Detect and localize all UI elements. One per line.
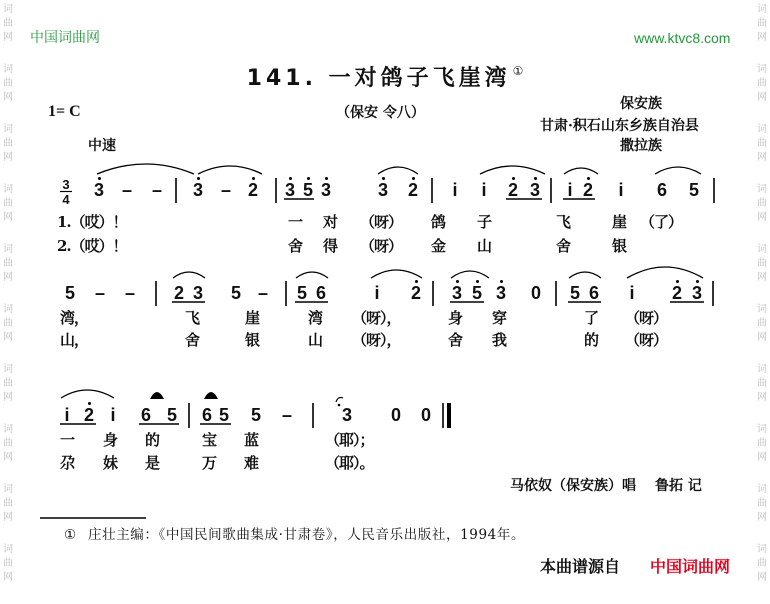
- note: i: [110, 405, 116, 425]
- lyric: （耶）。: [325, 454, 374, 472]
- edge-watermark: 词曲网: [3, 304, 13, 343]
- note: 3: [93, 180, 104, 200]
- note: 6: [315, 283, 326, 303]
- note: 5: [296, 283, 307, 303]
- note: i: [629, 283, 635, 303]
- note: i: [481, 180, 487, 200]
- note: 0: [530, 283, 541, 303]
- lyric: 银: [245, 331, 260, 349]
- edge-watermark: 词曲网: [757, 424, 767, 463]
- song-title: [190, 57, 580, 93]
- footnote-text: 庄壮主编：《中国民间歌曲集成·甘肃卷》，人民音乐出版社，1994年。: [88, 527, 526, 543]
- edge-watermark: 词曲网: [757, 64, 767, 103]
- lyric: 子: [477, 213, 492, 231]
- lyric: （呀）: [625, 331, 668, 349]
- note: –: [257, 283, 268, 303]
- lyric: 舍: [448, 331, 463, 349]
- note: 2: [507, 180, 518, 200]
- site-name-header: 中国词曲网: [30, 30, 100, 46]
- lyric: 万: [202, 454, 217, 472]
- edge-watermark: 词曲网: [3, 424, 13, 463]
- note: 5: [471, 283, 482, 303]
- note: 2: [83, 405, 94, 425]
- note: 2: [247, 180, 258, 200]
- note: 3: [284, 180, 295, 200]
- note: 2: [173, 283, 184, 303]
- slur: [97, 164, 194, 174]
- edge-watermark: 词曲网: [3, 124, 13, 163]
- lyric: 身: [448, 309, 463, 327]
- lyric: 是: [145, 454, 160, 472]
- lyric: （呀）: [360, 213, 403, 231]
- lyric: 山，: [60, 331, 89, 349]
- lyric: 飞: [185, 309, 200, 327]
- ornament-mark: [204, 392, 218, 399]
- lyric: 尕: [60, 454, 75, 472]
- time-signature-bottom: 4: [62, 192, 70, 207]
- lyric: 银: [612, 237, 627, 255]
- edge-watermark: 词曲网: [757, 124, 767, 163]
- final-barline-thick: [447, 403, 451, 428]
- lyric: 穿: [492, 309, 507, 327]
- note: 5: [218, 405, 229, 425]
- edge-watermark: 词曲网: [757, 4, 767, 43]
- note: 2: [671, 283, 682, 303]
- lyric: 一: [60, 431, 75, 449]
- edge-watermark: 词曲网: [757, 244, 767, 283]
- edge-watermark: 词曲网: [757, 484, 767, 523]
- tempo-marking: 中速: [88, 138, 116, 154]
- lyric: （耶）；: [325, 431, 374, 449]
- lyric: 舍: [556, 237, 571, 255]
- lyric: （了）: [640, 213, 683, 231]
- lyric: 了: [584, 309, 599, 327]
- note: 6: [140, 405, 151, 425]
- lyric: 蓝: [244, 431, 259, 449]
- edge-watermark: 词曲网: [757, 544, 767, 583]
- note: –: [220, 180, 231, 200]
- lyric: 难: [244, 454, 259, 472]
- origin-ethnic-2: 撒拉族: [620, 138, 662, 154]
- note: 2: [582, 180, 593, 200]
- edge-watermark: 词曲网: [757, 304, 767, 343]
- note: 5: [302, 180, 313, 200]
- note: 3: [192, 283, 203, 303]
- lyric: 山: [477, 237, 492, 255]
- note: 5: [250, 405, 261, 425]
- slur: [173, 272, 205, 278]
- lyric: 我: [492, 331, 507, 349]
- note: 2: [407, 180, 418, 200]
- origin-region: 甘肃·积石山东乡族自治县: [540, 118, 699, 134]
- lyric: 湾，: [60, 309, 89, 327]
- edge-watermark: 词曲网: [757, 364, 767, 403]
- note: 5: [64, 283, 75, 303]
- lyric: 得: [323, 237, 338, 255]
- note: i: [374, 283, 380, 303]
- lyric: （呀），: [352, 331, 401, 349]
- note: –: [121, 180, 132, 200]
- note: 2: [410, 283, 421, 303]
- note: i: [452, 180, 458, 200]
- lyric: （呀）: [360, 237, 403, 255]
- note: 3: [377, 180, 388, 200]
- time-signature-top: 3: [62, 177, 70, 192]
- note: 3: [192, 180, 203, 200]
- song-title-text: 141. 一对鸽子飞崖湾: [246, 66, 511, 91]
- slur: [569, 272, 601, 278]
- source-label: 本曲谱源自: [540, 557, 621, 576]
- lyric: （呀）: [625, 309, 668, 327]
- note: 5: [569, 283, 580, 303]
- lyric: 对: [323, 213, 338, 231]
- slur: [451, 271, 489, 278]
- note: i: [567, 180, 573, 200]
- lyric: 崖: [245, 309, 260, 327]
- lyric: 崖: [612, 213, 627, 231]
- site-url: www.ktvc8.com: [634, 30, 731, 46]
- lyric: 宝: [202, 431, 217, 449]
- note: i: [64, 405, 70, 425]
- note: –: [281, 405, 292, 425]
- lyric: 2.（哎）！: [57, 237, 127, 255]
- lyric: 山: [308, 331, 323, 349]
- edge-watermark: 词曲网: [3, 184, 13, 223]
- lyric: 的: [145, 431, 160, 449]
- edge-watermark: 词曲网: [3, 364, 13, 403]
- note: 3: [691, 283, 702, 303]
- slur: [564, 168, 598, 174]
- slur: [198, 166, 262, 174]
- note: 5: [230, 283, 241, 303]
- slur: [61, 390, 114, 398]
- edge-watermark: 词曲网: [3, 244, 13, 283]
- lyric: 金: [431, 237, 446, 255]
- edge-watermark: 词曲网: [3, 484, 13, 523]
- lyric: 身: [103, 431, 118, 449]
- note: 6: [588, 283, 599, 303]
- origin-ethnic-1: 保安族: [620, 96, 662, 112]
- key-signature: 1= C: [48, 103, 81, 120]
- slur: [480, 166, 545, 174]
- lyric: 舍: [185, 331, 200, 349]
- slur: [371, 270, 422, 278]
- note: 3: [495, 283, 506, 303]
- note: 3: [529, 180, 540, 200]
- grace-note-mark: [336, 398, 343, 403]
- note: i: [618, 180, 624, 200]
- note: 0: [420, 405, 431, 425]
- edge-watermark: 词曲网: [3, 4, 13, 43]
- slur: [655, 167, 701, 174]
- slur: [378, 167, 418, 174]
- lyric: 舍: [288, 237, 303, 255]
- lyric: 飞: [556, 213, 571, 231]
- lyric: 一: [288, 213, 303, 231]
- singer-credit: 马依奴（保安族）唱: [510, 478, 636, 494]
- note: 3: [451, 283, 462, 303]
- tune-name: （保安 令八）: [336, 105, 425, 121]
- lyric: 湾: [308, 309, 323, 327]
- lyric: （呀），: [352, 309, 401, 327]
- note: 5: [166, 405, 177, 425]
- edge-watermark: 词曲网: [3, 64, 13, 103]
- lyric: 1.（哎）！: [57, 213, 127, 231]
- note: 6: [656, 180, 667, 200]
- edge-watermark: 词曲网: [3, 544, 13, 583]
- footnote-mark: ①: [64, 527, 77, 543]
- note: 3: [320, 180, 331, 200]
- note: 6: [201, 405, 212, 425]
- note: –: [151, 180, 162, 200]
- note: 5: [688, 180, 699, 200]
- title-footnote-mark: ①: [512, 64, 524, 78]
- slur: [296, 272, 328, 278]
- note: 0: [390, 405, 401, 425]
- note: –: [124, 283, 135, 303]
- note: –: [94, 283, 105, 303]
- lyric: 的: [584, 331, 599, 349]
- lyric: 妹: [103, 454, 118, 472]
- recorder-credit: 鲁拓 记: [655, 478, 702, 494]
- source-site: 中国词曲网: [650, 557, 731, 576]
- edge-watermark: 词曲网: [757, 184, 767, 223]
- note: 3: [341, 405, 352, 425]
- ornament-mark: [150, 392, 164, 399]
- slur: [627, 267, 703, 278]
- lyric: 鸽: [431, 213, 446, 231]
